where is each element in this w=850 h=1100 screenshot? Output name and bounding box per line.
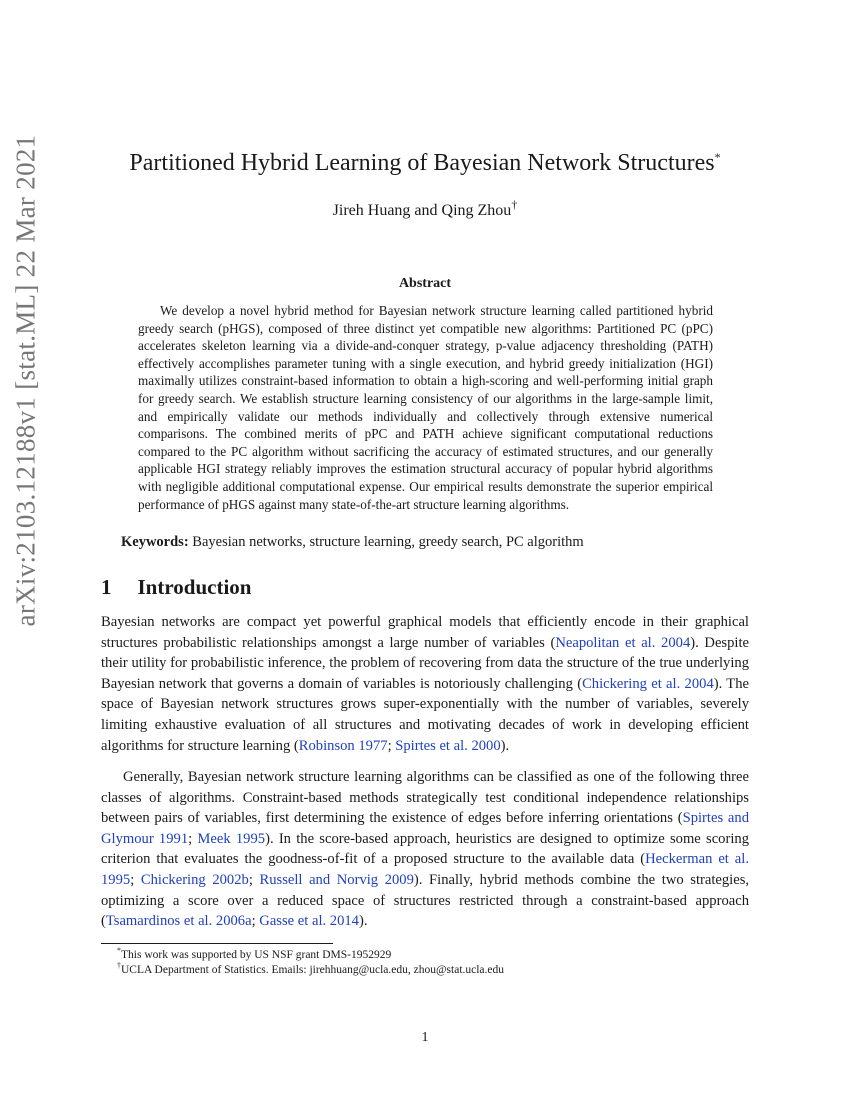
footnote-text: UCLA Department of Statistics. Emails: jirehhuang@ucla.edu, zhou@stat.ucla.edu (121, 964, 505, 976)
text-run: ; (130, 871, 141, 888)
arxiv-stamp (6, 80, 46, 680)
citation-link[interactable]: Chickering 2002b (140, 871, 249, 888)
page-number: 1 (421, 1030, 429, 1045)
citation-link[interactable]: Heckerman et al. 1995 (101, 851, 749, 888)
section-heading (101, 575, 251, 600)
text-run: ). In the score-based approach, heuristics are designed to optimize some scoring criterion that evaluates the goodness-of-fit of a proposed structure to the available data ( (101, 830, 749, 868)
title-text: Partitioned Hybrid Learning of Bayesian Network Structures (129, 150, 715, 176)
intro-paragraph-2 (101, 767, 749, 932)
keywords-line (121, 534, 741, 551)
keywords-label: Keywords: (121, 534, 189, 550)
text-run: ). Despite their utility for probabilistic inference, the problem of recovering from data the structure of the true underlying Bayesian network that governs a domain of variables is notoriously challenging ( (101, 634, 749, 692)
intro-paragraph-1 (101, 612, 749, 756)
citation-link[interactable]: Chickering et al. 2004 (582, 675, 714, 692)
section-number: 1 (101, 575, 112, 599)
section-title: Introduction (137, 575, 252, 599)
author-footnote-mark[interactable]: † (511, 197, 518, 212)
text-run: ; (251, 913, 260, 930)
author-line (100, 197, 750, 220)
paper-title (100, 150, 750, 177)
footnote-mark: * (117, 946, 121, 956)
citation-link[interactable]: Tsamardinos et al. 2006a (105, 913, 252, 930)
abstract-body: We develop a novel hybrid method for Bayesian network structure learning called partitioned hybrid greedy search (pHGS), composed of three distinct yet compatible new algorithms: Partitioned PC (pPC) accelerates skeleton learning via a divide-and-conquer strategy, p-value adjacency thresholding (PATH) effectively accomplishes parameter tuning with a single execution, and hybrid greedy initialization (HGI) maximally utilizes constraint-based information to obtain a high-scoring and well-performing initial graph for greedy search. We establish structure learning consistency of our algorithms in the large-sample limit, and empirically validate our methods individually and collectively through extensive numerical comparisons. The combined merits of pPC and PATH achieve significant computational reductions compared to the PC algorithm without sacrificing the accuracy of estimated structures, and our generally applicable HGI strategy reliably improves the estimation structural accuracy of popular hybrid algorithms with negligible additional computational expense. Our empirical results demonstrate the superior empirical performance of pHGS against many state-of-the-art structure learning algorithms. (138, 303, 713, 512)
citation-link[interactable]: Spirtes et al. 2000 (395, 737, 501, 754)
footnote-funding (117, 948, 747, 962)
text-run: ; (387, 737, 396, 754)
keywords-text: Bayesian networks, structure learning, greedy search, PC algorithm (192, 534, 584, 550)
text-run: ; (248, 871, 260, 888)
text-run: ). (500, 737, 510, 754)
text-run: ). (358, 913, 368, 930)
text-run: Bayesian networks are compact yet powerful graphical models that efficiently encode in their graphical structures probabilistic relationships amongst a large number of variables ( (101, 614, 749, 651)
footnote-text: This work was supported by US NSF grant DMS-1952929 (121, 949, 392, 961)
title-footnote-mark[interactable]: * (714, 150, 721, 164)
citation-link[interactable]: Spirtes and Glymour 1991 (101, 810, 749, 847)
arxiv-identifier[interactable]: arXiv:2103.12188v1 [stat.ML] 22 Mar 2021 (10, 134, 41, 626)
footnote-affiliation (117, 963, 747, 977)
text-run: ; (188, 830, 198, 847)
authors-text: Jireh Huang and Qing Zhou (332, 202, 512, 219)
citation-link[interactable]: Gasse et al. 2014 (259, 913, 359, 930)
text-run: ). The space of Bayesian network structures grows super-exponentially with the number of variables, severely limiting exhaustive evaluation of all structures and motivating decades of work in developing efficient algorithms for structure learning ( (101, 675, 749, 754)
citation-link[interactable]: Meek 1995 (197, 830, 266, 847)
citation-link[interactable]: Neapolitan et al. 2004 (555, 634, 691, 651)
text-run: Generally, Bayesian network structure learning algorithms can be classified as one of the following three classes of algorithms. Constraint-based methods strategically test conditional independence relationships between pairs of variables, first determining the existence of edges before inferring orientations ( (101, 769, 749, 827)
citation-link[interactable]: Robinson 1977 (298, 737, 388, 754)
abstract-heading: Abstract (398, 276, 452, 291)
footnote-divider (101, 943, 333, 944)
text-run: ). Finally, hybrid methods combine the two strategies, optimizing a score over a reduced space of structures restricted through a constraint-based approach ( (101, 871, 750, 930)
footnote-mark: † (117, 961, 121, 971)
citation-link[interactable]: Russell and Norvig 2009 (259, 871, 414, 888)
